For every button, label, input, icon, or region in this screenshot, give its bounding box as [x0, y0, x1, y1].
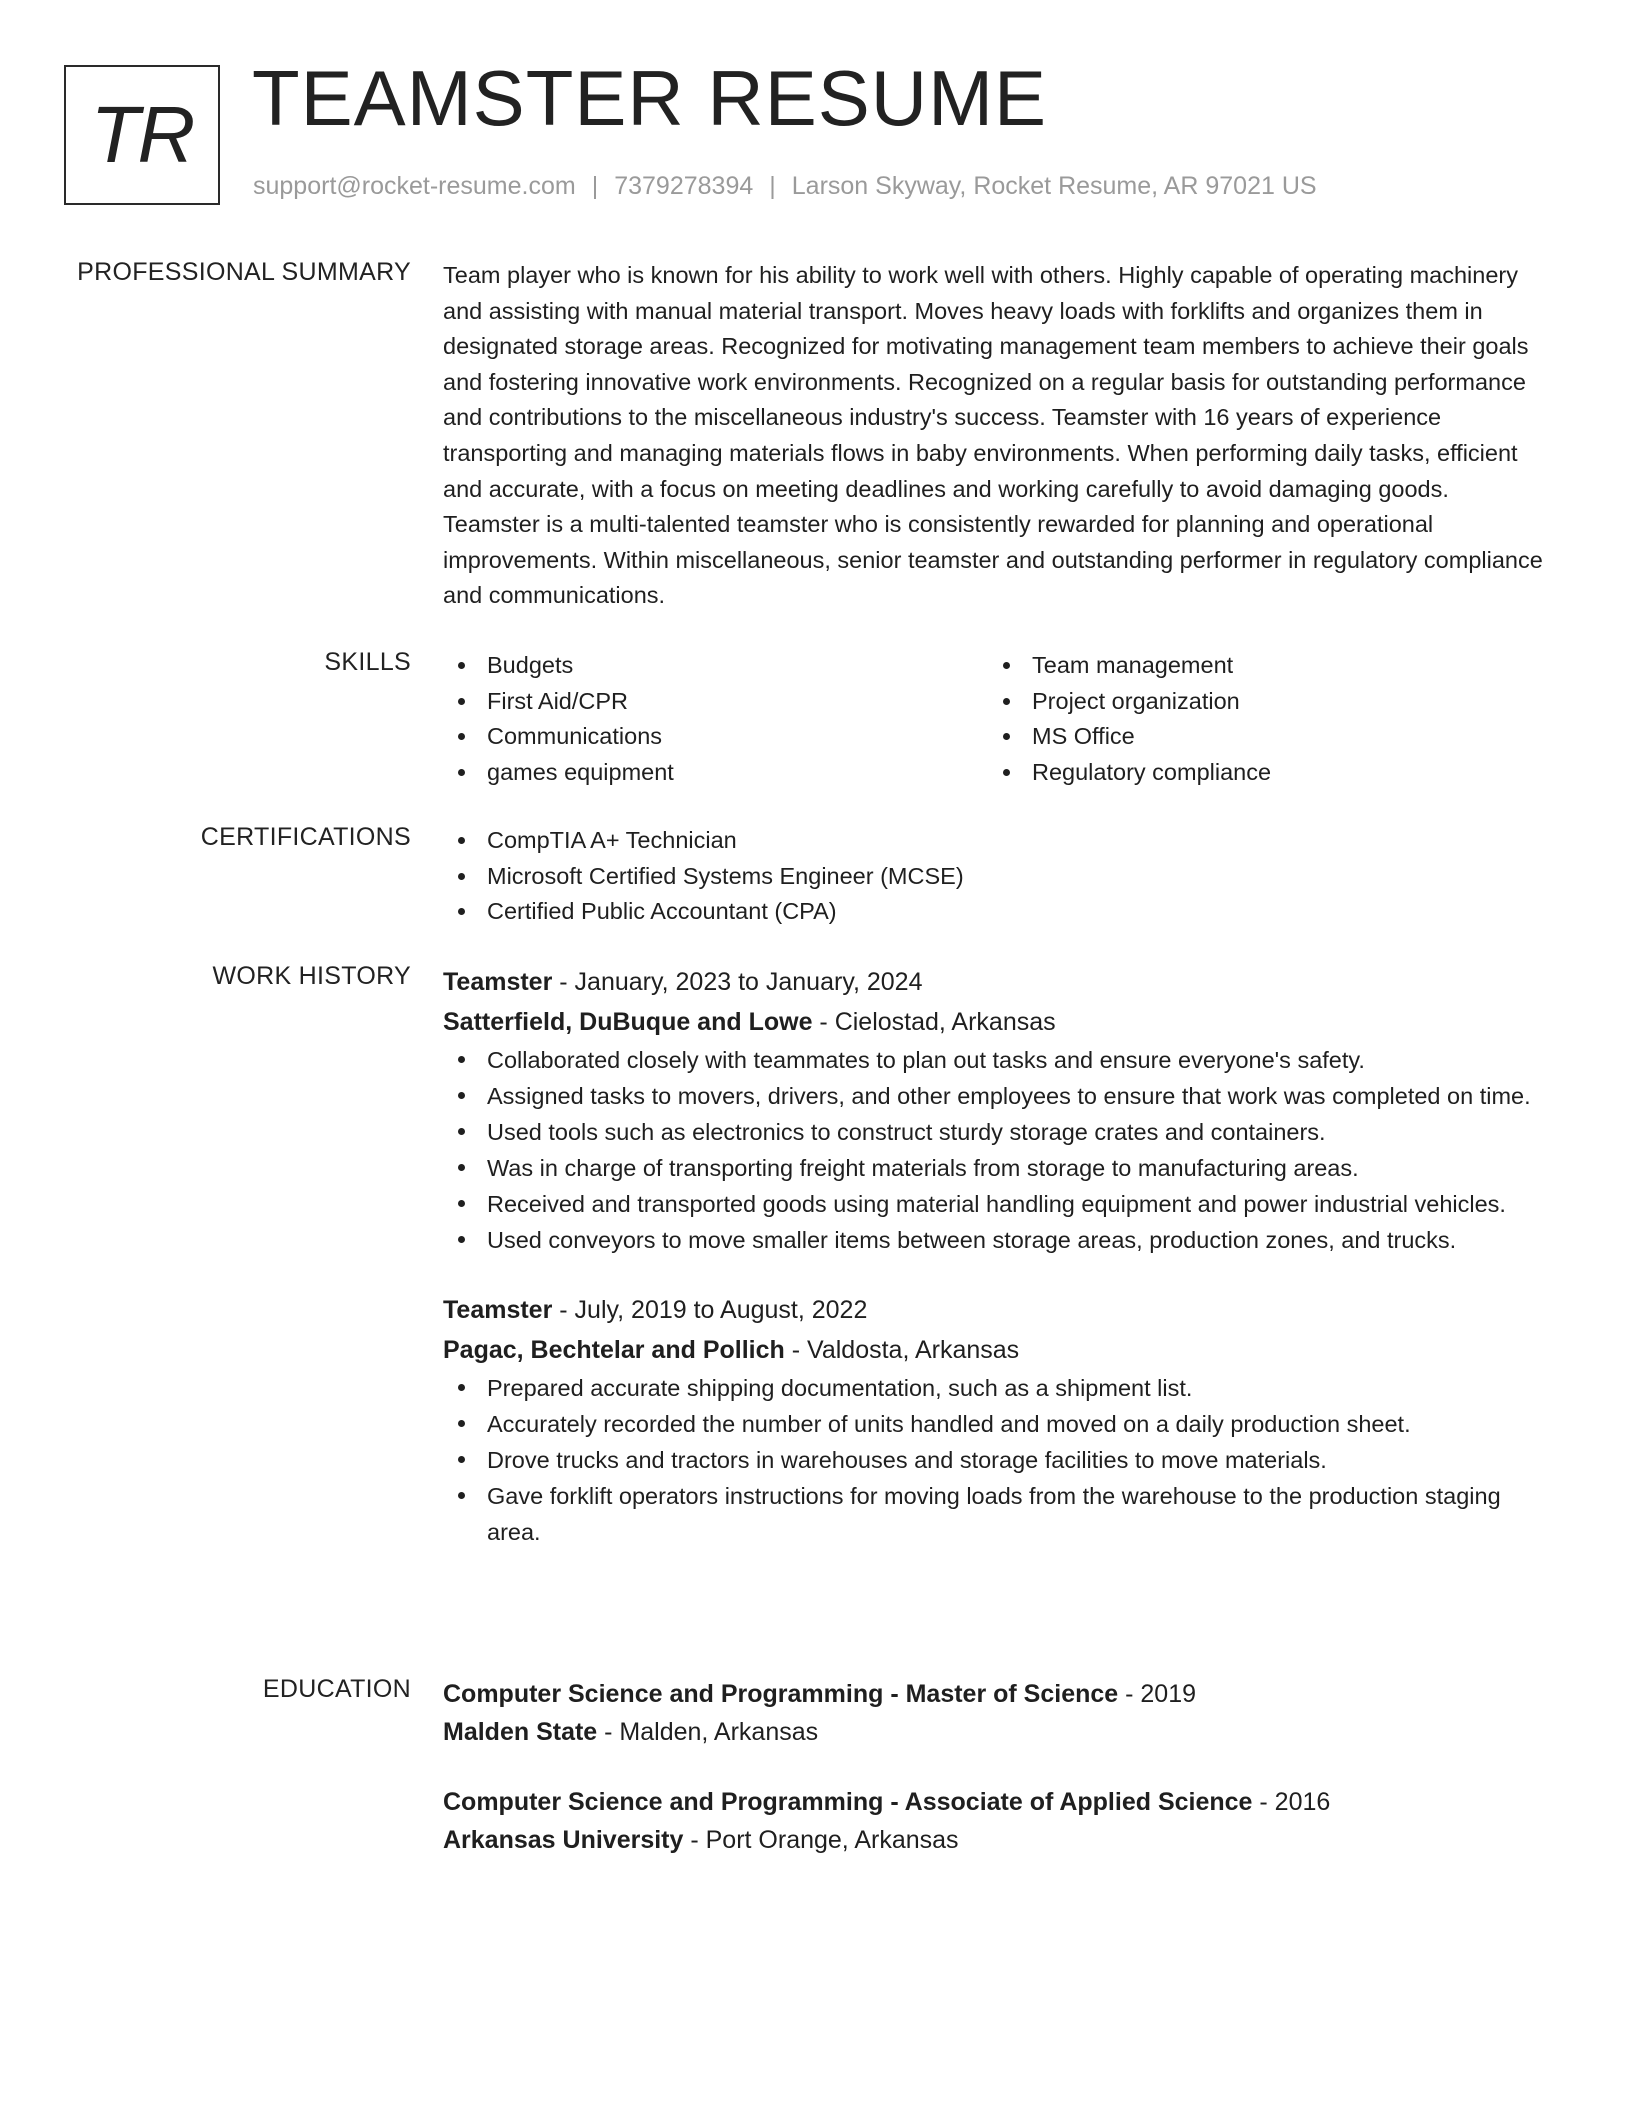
job-title: Teamster: [443, 1296, 553, 1324]
education-school-line: [443, 1821, 1543, 1859]
list-item: Was in charge of transporting freight materials from storage to manufacturing areas.: [443, 1150, 1543, 1186]
list-item: games equipment: [443, 755, 988, 791]
job-company-line: [443, 1002, 1543, 1042]
list-item: Communications: [443, 719, 988, 755]
contact-separator: |: [591, 172, 599, 200]
education-entry: [443, 1783, 1543, 1859]
education-degree: Computer Science and Programming - Associate of Applied Science: [443, 1788, 1253, 1816]
contact-address: Larson Skyway, Rocket Resume, AR 97021 US: [791, 172, 1317, 200]
education-degree: Computer Science and Programming - Master of Science: [443, 1680, 1119, 1708]
education-year: - 2019: [1118, 1680, 1197, 1708]
skills-list-left: [443, 648, 988, 790]
education-year: - 2016: [1252, 1788, 1331, 1816]
list-item: Microsoft Certified Systems Engineer (MCSE): [443, 859, 1543, 895]
education-school-line: [443, 1713, 1543, 1751]
list-item: Used tools such as electronics to construct sturdy storage crates and containers.: [443, 1114, 1543, 1150]
skills-list-right: [988, 648, 1533, 790]
job-title-line: [443, 1290, 1543, 1330]
list-item: Budgets: [443, 648, 988, 684]
monogram-initials: TR: [90, 90, 194, 179]
job-bullets: [443, 1042, 1543, 1258]
section-heading-skills: SKILLS: [324, 648, 411, 676]
summary-text: Team player who is known for his ability to work well with others. Highly capable of operating machinery and assisting with manual material transport. Moves heavy loads with forklifts and organizes them in designated storage areas. Recognized for motivating management team members to achieve their goals and fostering innovative work environments. Recognized on a regular basis for outstanding performance and contributions to the miscellaneous industry's success. Teamster with 16 years of experience transporting and managing materials flows in baby environments. When performing daily tasks, efficient and accurate, with a focus on meeting deadlines and working carefully to avoid damaging goods. Teamster is a multi-talented teamster who is consistently rewarded for planning and operational improvements. Within miscellaneous, senior teamster and outstanding performer in regulatory compliance and communications.: [443, 262, 1543, 609]
list-item: Received and transported goods using material handling equipment and power industrial vehicles.: [443, 1186, 1543, 1222]
education-entry: [443, 1675, 1543, 1751]
list-item: Team management: [988, 648, 1533, 684]
certifications-body: [443, 823, 1543, 930]
job-bullets: [443, 1370, 1543, 1550]
job-dates: - January, 2023 to January, 2024: [552, 968, 923, 996]
section-heading-summary: PROFESSIONAL SUMMARY: [77, 258, 411, 286]
work-history-body: [443, 962, 1543, 1550]
list-item: Accurately recorded the number of units handled and moved on a daily production sheet.: [443, 1406, 1543, 1442]
education-school: Arkansas University: [443, 1826, 684, 1854]
section-heading-education: EDUCATION: [262, 1675, 411, 1703]
list-item: Collaborated closely with teammates to plan out tasks and ensure everyone's safety.: [443, 1042, 1543, 1078]
education-location: - Port Orange, Arkansas: [683, 1826, 959, 1854]
section-heading-work-history: WORK HISTORY: [212, 962, 411, 990]
list-item: Regulatory compliance: [988, 755, 1533, 791]
job-location: - Valdosta, Arkansas: [784, 1336, 1020, 1364]
education-school: Malden State: [443, 1718, 598, 1746]
list-item: CompTIA A+ Technician: [443, 823, 1543, 859]
job-company-line: [443, 1330, 1543, 1370]
contact-separator: |: [769, 172, 776, 200]
job-dates: - July, 2019 to August, 2022: [552, 1296, 868, 1324]
skills-body: [443, 648, 1543, 790]
page-title: TEAMSTER RESUME: [252, 54, 1048, 142]
list-item: Certified Public Accountant (CPA): [443, 894, 1543, 930]
contact-line: [253, 172, 1317, 201]
summary-body: [443, 258, 1543, 614]
job-company: Pagac, Bechtelar and Pollich: [443, 1336, 785, 1364]
list-item: Gave forklift operators instructions for moving loads from the warehouse to the production staging area.: [443, 1478, 1543, 1550]
education-location: - Malden, Arkansas: [597, 1718, 819, 1746]
job-entry: [443, 1290, 1543, 1550]
list-item: MS Office: [988, 719, 1533, 755]
certifications-list: [443, 823, 1543, 930]
job-title-line: [443, 962, 1543, 1002]
education-degree-line: [443, 1675, 1543, 1713]
list-item: Assigned tasks to movers, drivers, and other employees to ensure that work was completed on time.: [443, 1078, 1543, 1114]
job-location: - Cielostad, Arkansas: [812, 1008, 1056, 1036]
list-item: Used conveyors to move smaller items between storage areas, production zones, and trucks.: [443, 1222, 1543, 1258]
education-degree-line: [443, 1783, 1543, 1821]
list-item: Project organization: [988, 684, 1533, 720]
monogram-logo: [64, 65, 220, 205]
list-item: Drove trucks and tractors in warehouses and storage facilities to move materials.: [443, 1442, 1543, 1478]
section-heading-certifications: CERTIFICATIONS: [200, 823, 411, 851]
job-company: Satterfield, DuBuque and Lowe: [443, 1008, 813, 1036]
contact-phone: 7379278394: [614, 172, 754, 200]
list-item: Prepared accurate shipping documentation, such as a shipment list.: [443, 1370, 1543, 1406]
list-item: First Aid/CPR: [443, 684, 988, 720]
education-body: [443, 1675, 1543, 1859]
contact-email: support@rocket-resume.com: [253, 172, 576, 200]
job-title: Teamster: [443, 968, 553, 996]
job-entry: [443, 962, 1543, 1258]
